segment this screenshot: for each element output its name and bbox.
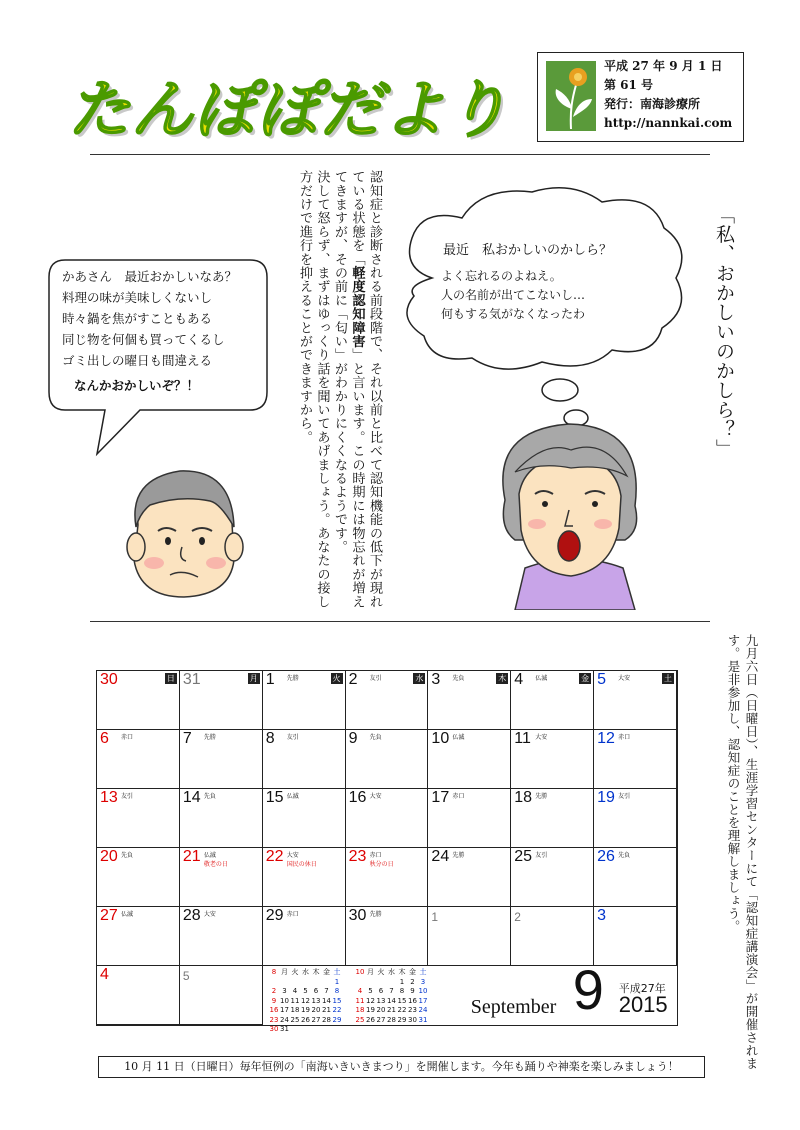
mini-day: 30 <box>407 1015 417 1024</box>
day-number: 25 <box>514 848 533 865</box>
calendar-day <box>263 789 346 848</box>
rokuyo-label: 赤口 <box>286 911 299 918</box>
mini-day: 28 <box>386 1015 396 1024</box>
era-year: 平成27年 <box>618 982 666 995</box>
day-number: 5 <box>182 969 190 983</box>
mini-day: 24 <box>418 1006 428 1014</box>
rokuyo-label: 大安 <box>618 675 631 682</box>
calendar-day <box>180 789 263 848</box>
mini-weekday: 土 <box>419 968 427 976</box>
calendar-day <box>97 907 180 966</box>
rokuyo-label: 仏滅 <box>203 852 216 859</box>
calendar-day <box>263 907 346 966</box>
mini-day: 10 <box>418 987 428 995</box>
calendar-day <box>511 789 594 848</box>
day-number: 2 <box>348 671 358 688</box>
calendar-day <box>594 789 677 848</box>
mini-day: 22 <box>397 1006 407 1014</box>
man-line-5: ゴミ出しの曜日も間違える <box>62 353 213 368</box>
day-number: 7 <box>182 730 192 747</box>
article-line-4: 決して怒らず、まずはゆっくり話を聞いてあげましょう。あなたの接し方 <box>297 170 330 609</box>
mini-day: 29 <box>332 1015 342 1024</box>
mini-day: 14 <box>321 996 331 1005</box>
mini-day: 15 <box>397 996 407 1005</box>
calendar-day <box>511 671 594 730</box>
day-number: 31 <box>182 671 201 688</box>
day-number: 12 <box>597 730 615 747</box>
calendar-day <box>428 848 511 907</box>
weekday-tag: 金 <box>581 674 590 683</box>
mini-day: 29 <box>397 1015 407 1024</box>
rokuyo-label: 先負 <box>452 675 465 682</box>
mini-day: 6 <box>378 987 384 995</box>
mini-day: 23 <box>269 1015 279 1024</box>
mini-weekday: 木 <box>312 968 320 976</box>
mini-day: 3 <box>282 987 287 995</box>
day-number: 16 <box>348 789 367 806</box>
mini-calendar-october <box>355 968 429 1025</box>
day-number: 26 <box>597 848 615 865</box>
mini-month-label: 8 <box>271 968 277 976</box>
mini-weekday: 水 <box>301 968 309 976</box>
mini-day: 10 <box>279 996 289 1005</box>
mini-weekday: 木 <box>398 968 406 976</box>
mini-day: 24 <box>279 1015 289 1024</box>
mini-weekday: 金 <box>408 968 416 976</box>
calendar-day <box>346 907 429 966</box>
calendar-day <box>346 789 429 848</box>
calendar-day <box>594 730 677 789</box>
article-divider <box>90 621 710 622</box>
mini-day: 28 <box>321 1015 331 1024</box>
rokuyo-label: 仏滅 <box>452 734 465 741</box>
woman-line-2: 人の名前が出てこないし… <box>441 288 586 302</box>
rokuyo-label: 赤口 <box>369 852 382 859</box>
day-number: 28 <box>182 907 201 924</box>
mini-day: 26 <box>365 1015 375 1024</box>
rokuyo-label: 先負 <box>203 793 216 800</box>
dandelion-icon <box>546 61 596 131</box>
mini-day: 11 <box>290 996 300 1005</box>
issue-info-text <box>604 57 732 133</box>
rokuyo-label: 大安 <box>369 793 382 800</box>
day-number: 17 <box>431 789 450 806</box>
mini-day: 19 <box>365 1006 375 1014</box>
issue-date: 平成 27 年 9 月 1 日 <box>604 59 723 73</box>
mini-weekday: 月 <box>366 968 374 976</box>
publisher: 発行：南海診療所 <box>604 97 701 111</box>
weekday-tag: 水 <box>415 674 424 683</box>
day-number: 3 <box>431 671 441 688</box>
calendar-day <box>263 848 346 907</box>
mini-day: 19 <box>300 1006 310 1014</box>
day-number: 15 <box>265 789 284 806</box>
calendar-day <box>428 730 511 789</box>
day-number: 23 <box>348 848 367 865</box>
rokuyo-label: 先勝 <box>369 911 382 918</box>
calendar-day <box>511 848 594 907</box>
man-line-4: 同じ物を何個も買ってくるし <box>62 332 225 347</box>
mini-day: 12 <box>365 996 375 1005</box>
mini-month-label: 10 <box>355 968 365 976</box>
mini-day: 27 <box>376 1015 386 1024</box>
calendar-day <box>180 671 263 730</box>
website-url[interactable]: http://nannkai.com <box>604 116 733 130</box>
mini-day: 16 <box>407 996 417 1005</box>
event-notice <box>710 634 760 1074</box>
rokuyo-label: 大安 <box>286 852 299 859</box>
day-number: 27 <box>100 907 118 924</box>
mini-day: 13 <box>376 996 386 1005</box>
day-number: 3 <box>597 907 607 924</box>
rokuyo-label: 先勝 <box>286 675 299 682</box>
day-number: 9 <box>348 730 358 747</box>
calendar-day <box>428 789 511 848</box>
mini-day: 9 <box>271 996 277 1005</box>
mini-day: 26 <box>300 1015 310 1024</box>
rokuyo-label: 先勝 <box>452 852 465 859</box>
mini-day: 4 <box>357 987 363 995</box>
mini-day: 14 <box>386 996 396 1005</box>
rokuyo-label: 大安 <box>535 734 548 741</box>
day-number: 22 <box>265 848 284 865</box>
calendar-day <box>594 848 677 907</box>
mini-day: 30 <box>269 1025 279 1033</box>
weekday-tag: 火 <box>332 674 341 683</box>
day-number: 30 <box>100 671 118 688</box>
rokuyo-label: 先負 <box>618 852 631 859</box>
mini-day: 31 <box>418 1015 428 1024</box>
calendar-day <box>428 907 511 966</box>
mini-day: 12 <box>300 996 310 1005</box>
woman-illustration <box>485 410 655 610</box>
rokuyo-label: 先勝 <box>203 734 216 741</box>
weekday-tag: 木 <box>498 674 507 683</box>
holiday-label: 国民の休日 <box>286 861 317 868</box>
day-number: 11 <box>514 730 531 747</box>
rokuyo-label: 仏滅 <box>286 793 299 800</box>
day-number: 29 <box>265 907 284 924</box>
article-line-2c: 」と言います。この時期には物忘れが増えて <box>332 170 365 609</box>
mini-calendar-august <box>269 968 343 1035</box>
mini-weekday: 月 <box>280 968 288 976</box>
mini-weekday: 土 <box>333 968 341 976</box>
calendar-day <box>346 730 429 789</box>
day-number: 4 <box>100 966 109 983</box>
calendar-day <box>346 848 429 907</box>
calendar-day <box>180 848 263 907</box>
man-line-1: かあさん 最近おかしいなあ？ <box>62 269 238 284</box>
rokuyo-label: 友引 <box>286 734 299 741</box>
month-summary-area <box>263 958 677 1033</box>
day-number: 24 <box>431 848 450 865</box>
month-number: 9 <box>572 958 604 1021</box>
article-body <box>283 170 383 610</box>
day-number: 19 <box>597 789 615 806</box>
article-line-2a: ている状態を「 <box>349 170 365 266</box>
man-emphasis: なんかおかしいぞ？！ <box>74 378 200 393</box>
mini-weekday: 火 <box>291 968 299 976</box>
mini-day: 8 <box>334 987 340 995</box>
mini-day: 7 <box>389 987 394 995</box>
weekday-tag: 月 <box>249 674 258 683</box>
mini-day: 1 <box>334 977 340 986</box>
mini-weekday: 水 <box>387 968 395 976</box>
calendar-september <box>96 670 678 1033</box>
calendar-day <box>97 966 180 1025</box>
mini-day: 1 <box>399 977 405 986</box>
mini-day: 11 <box>355 996 365 1005</box>
dandelion-logo <box>546 61 596 131</box>
month-name-en: September <box>470 996 557 1018</box>
rokuyo-label: 先負 <box>369 734 382 741</box>
man-bubble-text <box>62 266 272 396</box>
day-number: 21 <box>182 848 201 865</box>
mini-day: 25 <box>355 1015 365 1024</box>
calendar-day <box>511 730 594 789</box>
mini-day: 21 <box>386 1006 396 1014</box>
mini-day: 25 <box>290 1015 300 1024</box>
mini-day: 15 <box>332 996 342 1005</box>
rokuyo-label: 友引 <box>535 852 548 859</box>
rokuyo-label: 先勝 <box>535 793 548 800</box>
man-line-2: 料理の味が美味しくないし <box>62 290 213 305</box>
calendar-day <box>97 671 180 730</box>
woman-thought-text <box>443 240 663 324</box>
festival-notice: 10 月 11 日（日曜日）毎年恒例の「南海いきいきまつり」を開催します。今年も踊りや神楽を楽しみましょう！ <box>98 1056 705 1078</box>
rokuyo-label: 友引 <box>369 675 382 682</box>
day-number: 6 <box>100 730 109 747</box>
mini-day: 20 <box>311 1006 321 1014</box>
calendar-day <box>97 848 180 907</box>
rokuyo-label: 仏滅 <box>535 675 548 682</box>
day-number: 13 <box>100 789 118 806</box>
calendar-day <box>263 671 346 730</box>
article-line-1: 認知症と診断される前段階で、それ以前と比べて認知機能の低下が現れ <box>367 170 382 609</box>
mini-day: 20 <box>376 1006 386 1014</box>
mini-day: 5 <box>368 987 373 995</box>
mini-day: 2 <box>271 987 277 995</box>
issue-number: 第 61 号 <box>604 78 654 92</box>
calendar-day <box>97 789 180 848</box>
calendar-day <box>97 730 180 789</box>
event-line-2: ます。是非参加し、認知症のことを理解しましょう。 <box>726 634 759 1070</box>
mini-day: 17 <box>279 1006 289 1014</box>
woman-line-3: 何もする気がなくなったわ <box>441 307 586 321</box>
mini-day: 17 <box>418 996 428 1005</box>
mini-day: 23 <box>407 1006 417 1014</box>
mini-day: 4 <box>292 987 298 995</box>
rokuyo-label: 先負 <box>121 852 134 859</box>
mini-day: 27 <box>311 1015 321 1024</box>
calendar-day <box>263 730 346 789</box>
calendar-day <box>594 671 677 730</box>
calendar-day <box>346 671 429 730</box>
day-number: 5 <box>597 671 607 688</box>
issue-info-box <box>537 52 744 142</box>
mini-weekday: 火 <box>377 968 385 976</box>
weekday-tag: 土 <box>663 674 672 683</box>
rokuyo-label: 赤口 <box>452 793 465 800</box>
article-line-5: だけで進行を抑えることができますから。 <box>297 183 312 445</box>
holiday-label: 秋分の日 <box>369 861 394 868</box>
mini-day: 7 <box>324 987 329 995</box>
mini-day: 13 <box>311 996 321 1005</box>
rokuyo-label: 友引 <box>121 793 134 800</box>
mini-day: 2 <box>410 977 415 986</box>
day-number: 20 <box>100 848 118 865</box>
day-number: 1 <box>431 910 439 924</box>
rokuyo-label: 大安 <box>203 911 216 918</box>
header-divider <box>90 154 710 155</box>
calendar-year: 2015 <box>618 992 668 1017</box>
woman-line-1: よく忘れるのよねえ。 <box>441 269 562 283</box>
day-number: 10 <box>431 730 450 747</box>
day-number: 8 <box>265 730 275 747</box>
day-number: 2 <box>514 910 521 924</box>
day-number: 14 <box>182 789 201 806</box>
mini-day: 18 <box>355 1006 365 1014</box>
rokuyo-label: 赤口 <box>618 734 631 741</box>
rokuyo-label: 友引 <box>618 793 631 800</box>
article-line-3: きますが、その前に「匂い」がわかりにくくなるようです。 <box>332 183 347 554</box>
mini-day: 5 <box>303 987 308 995</box>
event-line-1: 九月六日（日曜日）、生涯学習センターにて「認知症講演会」が開催され <box>744 634 759 1057</box>
mini-weekday: 金 <box>322 968 330 976</box>
calendar-day <box>180 907 263 966</box>
day-number: 1 <box>265 671 275 688</box>
mini-day: 6 <box>313 987 319 995</box>
mini-day: 18 <box>290 1006 300 1014</box>
holiday-label: 敬老の日 <box>203 861 228 868</box>
man-illustration <box>120 465 250 605</box>
mini-day: 21 <box>321 1006 331 1014</box>
newsletter-title: たんぽぽだより <box>68 73 510 146</box>
mini-day: 16 <box>269 1006 279 1014</box>
mini-day: 9 <box>410 987 415 995</box>
day-number: 18 <box>514 789 533 806</box>
calendar-day <box>180 730 263 789</box>
mini-day: 31 <box>279 1025 289 1033</box>
side-heading: 「私、おかしいのかしら？」 <box>713 205 735 459</box>
day-number: 4 <box>514 671 524 688</box>
article-keyword: 軽度認知障害 <box>349 265 365 349</box>
mini-day: 22 <box>332 1006 342 1014</box>
day-number: 30 <box>348 907 367 924</box>
calendar-day <box>594 907 677 966</box>
weekday-tag: 日 <box>166 674 175 683</box>
man-line-3: 時々鍋を焦がすこともある <box>62 311 213 326</box>
woman-heading: 最近 私おかしいのかしら？ <box>443 243 613 258</box>
mini-day: 8 <box>399 987 405 995</box>
calendar-day <box>428 671 511 730</box>
mini-day: 3 <box>420 977 426 986</box>
rokuyo-label: 仏滅 <box>121 911 134 918</box>
rokuyo-label: 赤口 <box>121 734 134 741</box>
calendar-day <box>180 966 263 1025</box>
